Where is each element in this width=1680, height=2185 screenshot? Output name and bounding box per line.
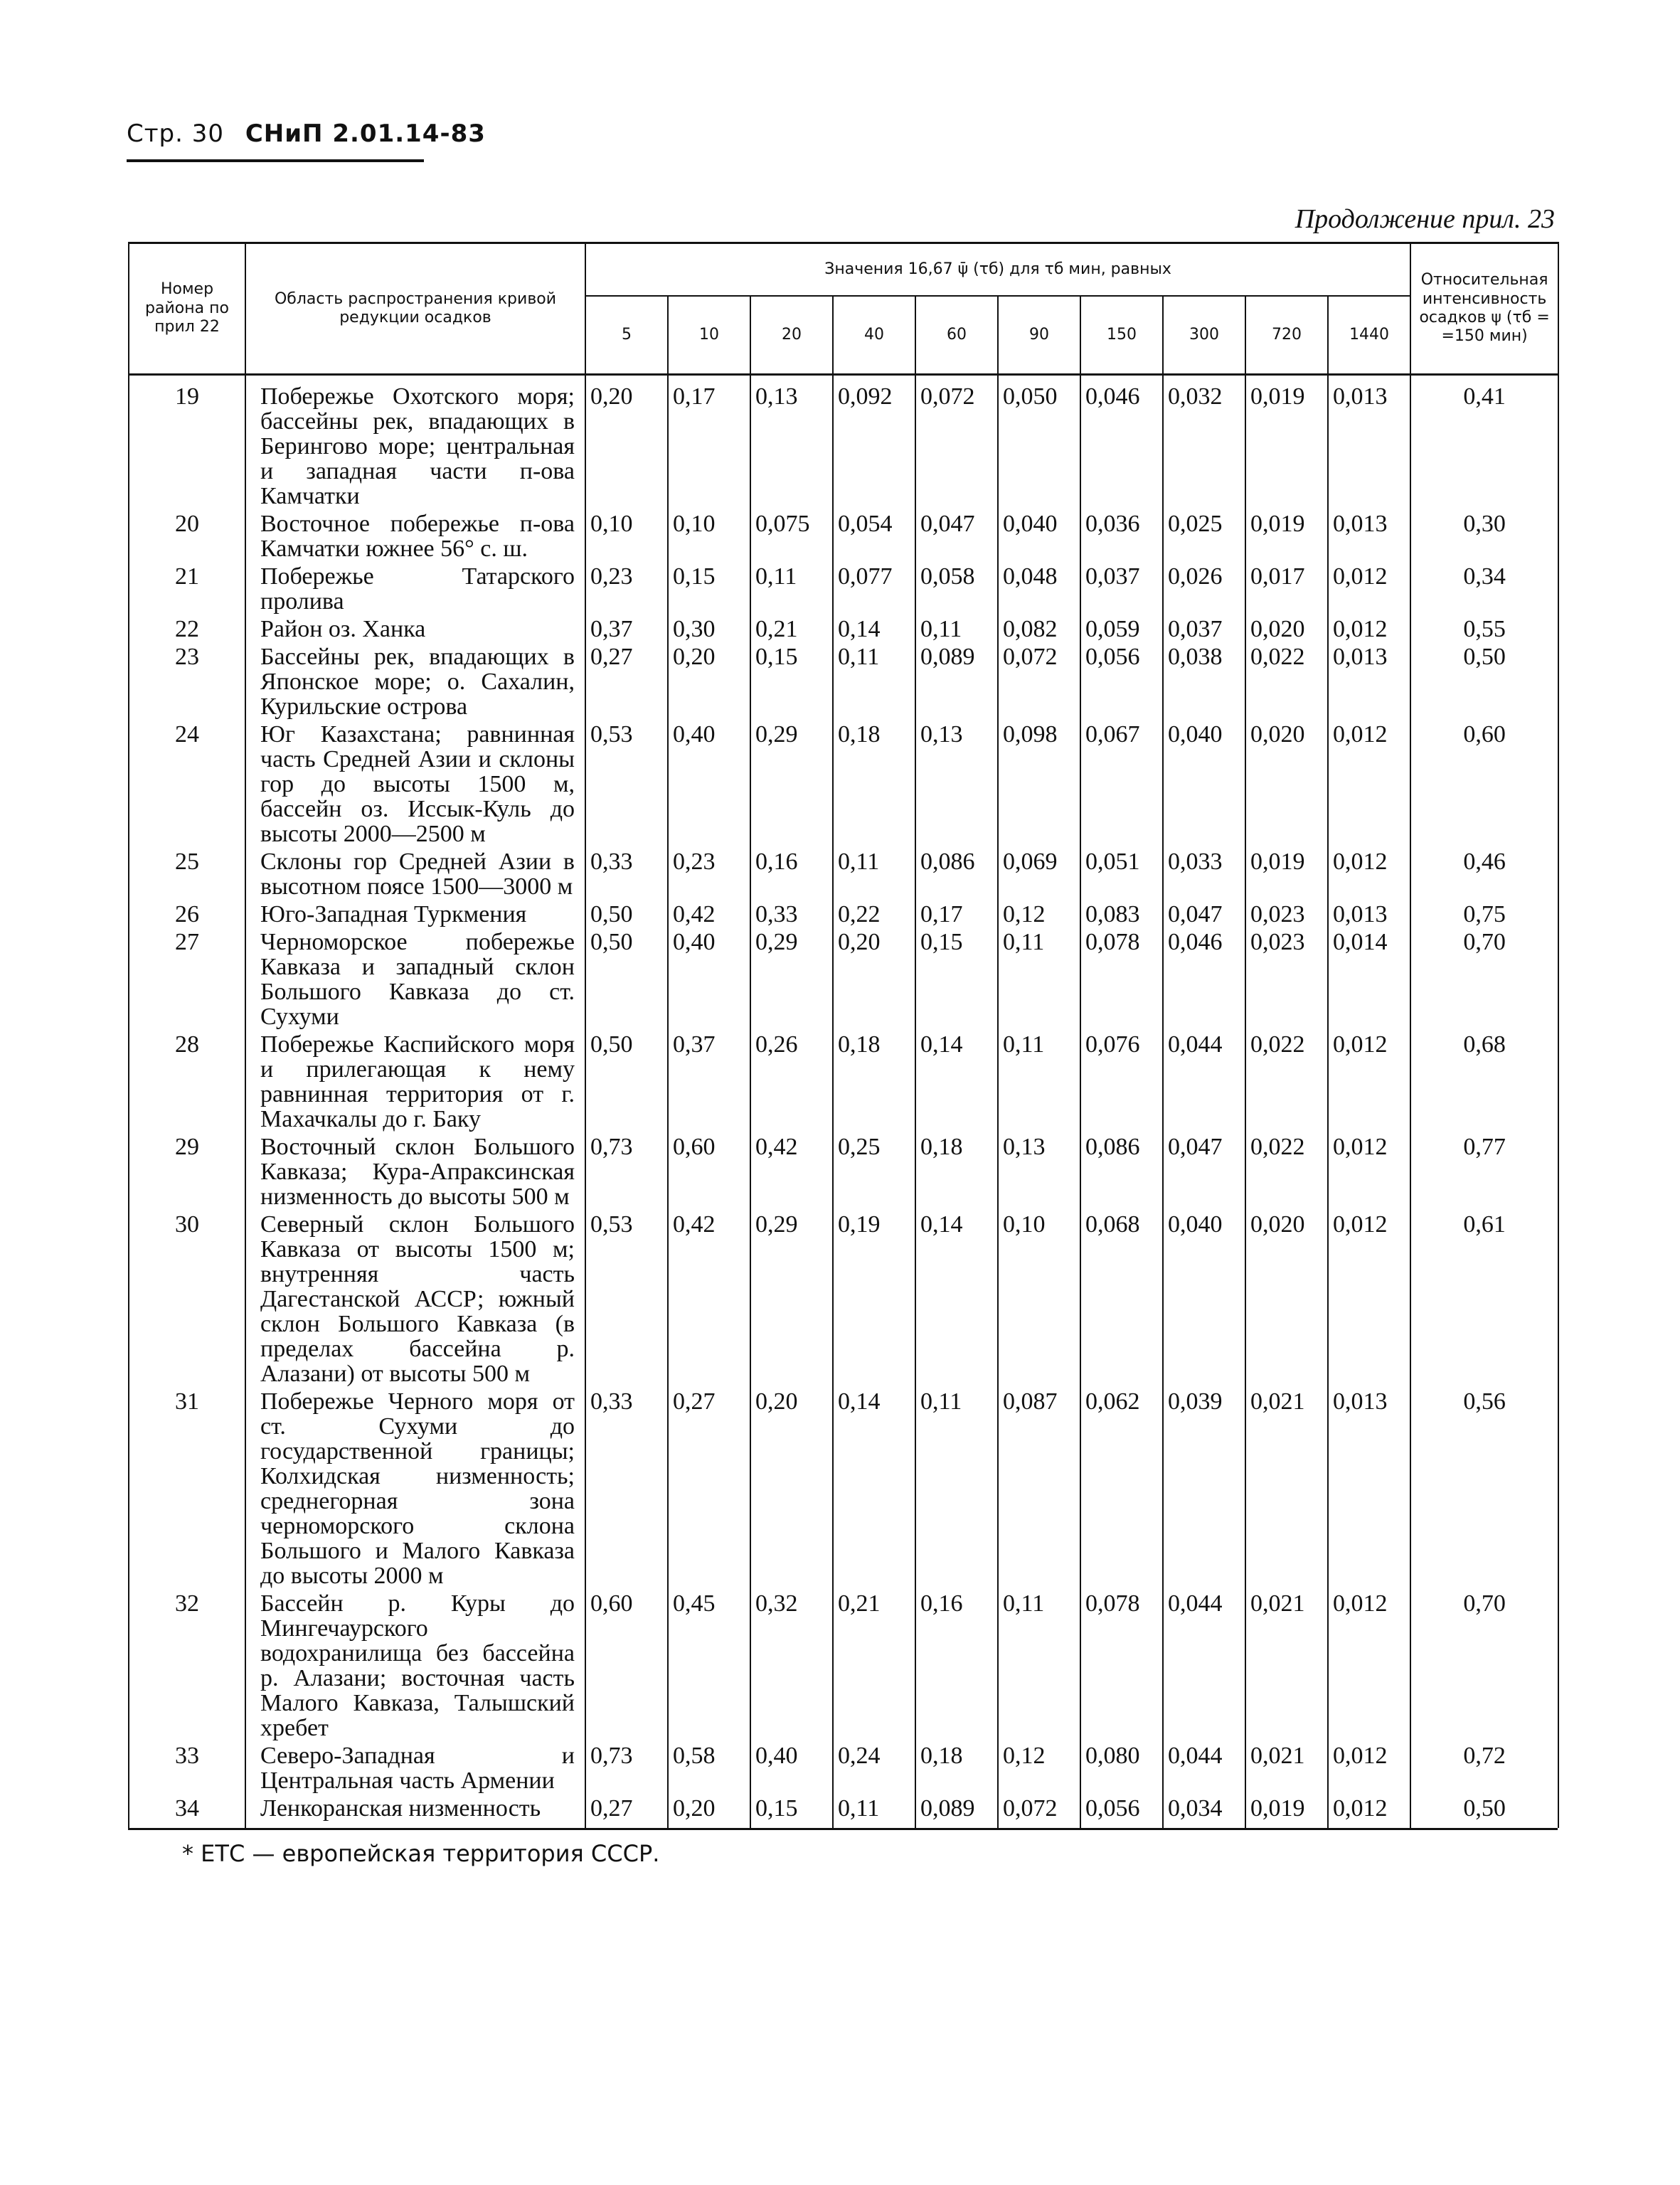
value-cell: 0,25: [833, 1132, 915, 1209]
value-cell: 0,023: [1245, 899, 1328, 927]
value-cell: 0,012: [1328, 1740, 1410, 1793]
col-header-duration: 150: [1080, 296, 1163, 375]
table-row: [129, 509, 1558, 561]
reduction-table-wrap: [128, 242, 1558, 1830]
value-cell: 0,15: [915, 927, 998, 1029]
value-cell: 0,023: [1245, 927, 1328, 1029]
table-row: [129, 1132, 1558, 1209]
value-cell: 0,20: [668, 642, 750, 719]
value-cell: 0,012: [1328, 846, 1410, 899]
value-cell: 0,42: [668, 1209, 750, 1386]
value-cell: 0,12: [998, 1740, 1080, 1793]
relative-intensity: 0,72: [1410, 1740, 1558, 1793]
value-cell: 0,054: [833, 509, 915, 561]
value-cell: 0,056: [1080, 642, 1163, 719]
value-cell: 0,021: [1245, 1386, 1328, 1588]
value-cell: 0,14: [833, 614, 915, 642]
value-cell: 0,10: [585, 509, 668, 561]
table-row: [129, 1386, 1558, 1588]
reduction-table: [128, 242, 1559, 1828]
region-number: 25: [129, 846, 245, 899]
value-cell: 0,058: [915, 561, 998, 614]
value-cell: 0,27: [585, 1793, 668, 1828]
value-cell: 0,086: [1080, 1132, 1163, 1209]
value-cell: 0,21: [750, 614, 833, 642]
region-number: 33: [129, 1740, 245, 1793]
table-row: [129, 642, 1558, 719]
value-cell: 0,23: [668, 846, 750, 899]
value-cell: 0,037: [1080, 561, 1163, 614]
region-number: 27: [129, 927, 245, 1029]
value-cell: 0,020: [1245, 719, 1328, 846]
value-cell: 0,11: [833, 1793, 915, 1828]
relative-intensity: 0,75: [1410, 899, 1558, 927]
value-cell: 0,45: [668, 1588, 750, 1740]
value-cell: 0,076: [1080, 1029, 1163, 1132]
table-row: [129, 1209, 1558, 1386]
value-cell: 0,048: [998, 561, 1080, 614]
region-area: Бассейны рек, впадающих в Японское море; о. Сахалин, Курильские острова: [245, 642, 585, 719]
table-row: [129, 1740, 1558, 1793]
value-cell: 0,12: [998, 899, 1080, 927]
table-row: [129, 899, 1558, 927]
value-cell: 0,10: [998, 1209, 1080, 1386]
value-cell: 0,14: [915, 1209, 998, 1386]
region-area: Восточное побережье п-ова Камчатки южнее 56° с. ш.: [245, 509, 585, 561]
region-number: 32: [129, 1588, 245, 1740]
value-cell: 0,013: [1328, 375, 1410, 509]
value-cell: 0,072: [915, 375, 998, 509]
value-cell: 0,11: [750, 561, 833, 614]
col-header-values-group: Значения 16,67 ψ̄ (τб) для τб мин, равных: [585, 243, 1410, 297]
region-area: Склоны гор Средней Азии в высотном поясе 1500—3000 м: [245, 846, 585, 899]
value-cell: 0,19: [833, 1209, 915, 1386]
region-number: 24: [129, 719, 245, 846]
col-header-duration: 10: [668, 296, 750, 375]
region-number: 28: [129, 1029, 245, 1132]
value-cell: 0,17: [915, 899, 998, 927]
value-cell: 0,23: [585, 561, 668, 614]
value-cell: 0,077: [833, 561, 915, 614]
col-header-duration: 40: [833, 296, 915, 375]
col-header-duration: 60: [915, 296, 998, 375]
value-cell: 0,14: [915, 1029, 998, 1132]
col-header-duration: 20: [750, 296, 833, 375]
value-cell: 0,60: [668, 1132, 750, 1209]
value-cell: 0,032: [1163, 375, 1245, 509]
value-cell: 0,17: [668, 375, 750, 509]
value-cell: 0,18: [833, 1029, 915, 1132]
col-header-duration: 90: [998, 296, 1080, 375]
value-cell: 0,046: [1080, 375, 1163, 509]
value-cell: 0,021: [1245, 1740, 1328, 1793]
value-cell: 0,58: [668, 1740, 750, 1793]
value-cell: 0,012: [1328, 1588, 1410, 1740]
table-row: [129, 614, 1558, 642]
table-body: [129, 375, 1558, 1829]
value-cell: 0,50: [585, 927, 668, 1029]
value-cell: 0,012: [1328, 719, 1410, 846]
value-cell: 0,034: [1163, 1793, 1245, 1828]
value-cell: 0,29: [750, 1209, 833, 1386]
value-cell: 0,11: [998, 927, 1080, 1029]
value-cell: 0,13: [998, 1132, 1080, 1209]
value-cell: 0,11: [915, 614, 998, 642]
value-cell: 0,087: [998, 1386, 1080, 1588]
value-cell: 0,020: [1245, 1209, 1328, 1386]
region-area: Побережье Охотского моря; бассейны рек, впадающих в Берингово море; центральная и западная части п-ова Камчатки: [245, 375, 585, 509]
region-area: Ленкоранская низменность: [245, 1793, 585, 1828]
value-cell: 0,022: [1245, 1132, 1328, 1209]
value-cell: 0,050: [998, 375, 1080, 509]
region-area: Побережье Каспийского моря и прилегающая к нему равнинная территория от г. Махачкалы до г. Баку: [245, 1029, 585, 1132]
value-cell: 0,020: [1245, 614, 1328, 642]
value-cell: 0,089: [915, 1793, 998, 1828]
value-cell: 0,42: [668, 899, 750, 927]
value-cell: 0,012: [1328, 1793, 1410, 1828]
value-cell: 0,013: [1328, 642, 1410, 719]
value-cell: 0,18: [833, 719, 915, 846]
value-cell: 0,16: [915, 1588, 998, 1740]
value-cell: 0,082: [998, 614, 1080, 642]
value-cell: 0,15: [668, 561, 750, 614]
value-cell: 0,60: [585, 1588, 668, 1740]
value-cell: 0,022: [1245, 1029, 1328, 1132]
value-cell: 0,044: [1163, 1588, 1245, 1740]
value-cell: 0,22: [833, 899, 915, 927]
table-row: [129, 1588, 1558, 1740]
continuation-label: Продолжение прил. 23: [1294, 204, 1555, 234]
table-row: [129, 719, 1558, 846]
value-cell: 0,29: [750, 719, 833, 846]
value-cell: 0,040: [1163, 719, 1245, 846]
table-row: [129, 1029, 1558, 1132]
value-cell: 0,056: [1080, 1793, 1163, 1828]
value-cell: 0,30: [668, 614, 750, 642]
relative-intensity: 0,68: [1410, 1029, 1558, 1132]
value-cell: 0,039: [1163, 1386, 1245, 1588]
value-cell: 0,50: [585, 1029, 668, 1132]
col-header-duration: 5: [585, 296, 668, 375]
relative-intensity: 0,30: [1410, 509, 1558, 561]
value-cell: 0,18: [915, 1132, 998, 1209]
value-cell: 0,14: [833, 1386, 915, 1588]
value-cell: 0,092: [833, 375, 915, 509]
value-cell: 0,012: [1328, 614, 1410, 642]
value-cell: 0,40: [750, 1740, 833, 1793]
page-number: Стр. 30: [127, 119, 225, 148]
value-cell: 0,27: [668, 1386, 750, 1588]
region-number: 29: [129, 1132, 245, 1209]
value-cell: 0,37: [668, 1029, 750, 1132]
value-cell: 0,072: [998, 642, 1080, 719]
document-code: СНиП 2.01.14-83: [245, 119, 486, 148]
region-area: Район оз. Ханка: [245, 614, 585, 642]
relative-intensity: 0,46: [1410, 846, 1558, 899]
value-cell: 0,062: [1080, 1386, 1163, 1588]
value-cell: 0,019: [1245, 846, 1328, 899]
value-cell: 0,33: [585, 846, 668, 899]
value-cell: 0,072: [998, 1793, 1080, 1828]
value-cell: 0,42: [750, 1132, 833, 1209]
value-cell: 0,047: [1163, 1132, 1245, 1209]
value-cell: 0,10: [668, 509, 750, 561]
value-cell: 0,37: [585, 614, 668, 642]
value-cell: 0,33: [750, 899, 833, 927]
region-area: Северный склон Большого Кавказа от высоты 1500 м; внутренняя часть Дагестанской АССР; южный склон Большого Кавказа (в пределах бассейна р. Алазани) от высоты 500 м: [245, 1209, 585, 1386]
header-rule: [127, 159, 424, 162]
value-cell: 0,11: [915, 1386, 998, 1588]
value-cell: 0,036: [1080, 509, 1163, 561]
table-bottom-rule: [128, 1828, 1558, 1830]
value-cell: 0,051: [1080, 846, 1163, 899]
value-cell: 0,29: [750, 927, 833, 1029]
value-cell: 0,16: [750, 846, 833, 899]
value-cell: 0,40: [668, 719, 750, 846]
value-cell: 0,20: [585, 375, 668, 509]
relative-intensity: 0,56: [1410, 1386, 1558, 1588]
value-cell: 0,012: [1328, 1132, 1410, 1209]
col-header-area: Область распространения кривой редукции осадков: [245, 243, 585, 375]
value-cell: 0,73: [585, 1740, 668, 1793]
table-row: [129, 927, 1558, 1029]
value-cell: 0,022: [1245, 642, 1328, 719]
table-row: [129, 846, 1558, 899]
value-cell: 0,15: [750, 642, 833, 719]
value-cell: 0,73: [585, 1132, 668, 1209]
value-cell: 0,083: [1080, 899, 1163, 927]
relative-intensity: 0,70: [1410, 1588, 1558, 1740]
region-area: Юг Казахстана; равнинная часть Средней Азии и склоны гор до высоты 1500 м, бассейн оз. Иссык-Куль до высоты 2000—2500 м: [245, 719, 585, 846]
value-cell: 0,078: [1080, 927, 1163, 1029]
region-area: Восточный склон Большого Кавказа; Кура-Апраксинская низменность до высоты 500 м: [245, 1132, 585, 1209]
col-header-duration: 720: [1245, 296, 1328, 375]
value-cell: 0,021: [1245, 1588, 1328, 1740]
value-cell: 0,068: [1080, 1209, 1163, 1386]
value-cell: 0,047: [915, 509, 998, 561]
value-cell: 0,33: [585, 1386, 668, 1588]
table-header: [129, 243, 1558, 375]
relative-intensity: 0,60: [1410, 719, 1558, 846]
region-number: 30: [129, 1209, 245, 1386]
region-area: Юго-Западная Туркмения: [245, 899, 585, 927]
value-cell: 0,11: [833, 642, 915, 719]
value-cell: 0,11: [998, 1588, 1080, 1740]
value-cell: 0,11: [833, 846, 915, 899]
relative-intensity: 0,50: [1410, 642, 1558, 719]
value-cell: 0,27: [585, 642, 668, 719]
value-cell: 0,012: [1328, 1209, 1410, 1386]
value-cell: 0,017: [1245, 561, 1328, 614]
relative-intensity: 0,50: [1410, 1793, 1558, 1828]
value-cell: 0,013: [1328, 509, 1410, 561]
value-cell: 0,013: [1328, 1386, 1410, 1588]
value-cell: 0,075: [750, 509, 833, 561]
page-header: [127, 119, 486, 148]
col-header-relative: Относительная интенсивность осадков ψ (τб = =150 мин): [1410, 243, 1558, 375]
relative-intensity: 0,77: [1410, 1132, 1558, 1209]
value-cell: 0,019: [1245, 1793, 1328, 1828]
region-number: 20: [129, 509, 245, 561]
region-area: Побережье Татарского пролива: [245, 561, 585, 614]
region-area: Черноморское побережье Кавказа и западный склон Большого Кавказа до ст. Сухуми: [245, 927, 585, 1029]
value-cell: 0,019: [1245, 375, 1328, 509]
value-cell: 0,53: [585, 1209, 668, 1386]
value-cell: 0,15: [750, 1793, 833, 1828]
region-number: 23: [129, 642, 245, 719]
value-cell: 0,012: [1328, 1029, 1410, 1132]
relative-intensity: 0,61: [1410, 1209, 1558, 1386]
relative-intensity: 0,70: [1410, 927, 1558, 1029]
value-cell: 0,20: [750, 1386, 833, 1588]
table-row: [129, 375, 1558, 509]
value-cell: 0,067: [1080, 719, 1163, 846]
value-cell: 0,13: [750, 375, 833, 509]
value-cell: 0,20: [833, 927, 915, 1029]
value-cell: 0,24: [833, 1740, 915, 1793]
value-cell: 0,037: [1163, 614, 1245, 642]
region-number: 31: [129, 1386, 245, 1588]
value-cell: 0,078: [1080, 1588, 1163, 1740]
value-cell: 0,11: [998, 1029, 1080, 1132]
value-cell: 0,025: [1163, 509, 1245, 561]
value-cell: 0,26: [750, 1029, 833, 1132]
value-cell: 0,20: [668, 1793, 750, 1828]
footnote: * ЕТС — европейская территория СССР.: [182, 1840, 660, 1867]
value-cell: 0,086: [915, 846, 998, 899]
value-cell: 0,40: [668, 927, 750, 1029]
value-cell: 0,044: [1163, 1740, 1245, 1793]
value-cell: 0,012: [1328, 561, 1410, 614]
relative-intensity: 0,41: [1410, 375, 1558, 509]
value-cell: 0,040: [998, 509, 1080, 561]
value-cell: 0,046: [1163, 927, 1245, 1029]
value-cell: 0,18: [915, 1740, 998, 1793]
value-cell: 0,53: [585, 719, 668, 846]
value-cell: 0,32: [750, 1588, 833, 1740]
region-number: 19: [129, 375, 245, 509]
value-cell: 0,044: [1163, 1029, 1245, 1132]
col-header-duration: 300: [1163, 296, 1245, 375]
value-cell: 0,019: [1245, 509, 1328, 561]
value-cell: 0,040: [1163, 1209, 1245, 1386]
table-row: [129, 561, 1558, 614]
value-cell: 0,069: [998, 846, 1080, 899]
value-cell: 0,13: [915, 719, 998, 846]
region-number: 21: [129, 561, 245, 614]
region-number: 22: [129, 614, 245, 642]
region-number: 26: [129, 899, 245, 927]
col-header-number: Номер района по прил 22: [129, 243, 245, 375]
relative-intensity: 0,55: [1410, 614, 1558, 642]
region-area: Северо-Западная и Центральная часть Армении: [245, 1740, 585, 1793]
relative-intensity: 0,34: [1410, 561, 1558, 614]
region-area: Побережье Черного моря от ст. Сухуми до государственной границы; Колхидская низменность; среднегорная зона черноморского склона Большого и Малого Кавказа до высоты 2000 м: [245, 1386, 585, 1588]
value-cell: 0,047: [1163, 899, 1245, 927]
value-cell: 0,21: [833, 1588, 915, 1740]
value-cell: 0,026: [1163, 561, 1245, 614]
value-cell: 0,080: [1080, 1740, 1163, 1793]
col-header-duration: 1440: [1328, 296, 1410, 375]
value-cell: 0,059: [1080, 614, 1163, 642]
value-cell: 0,50: [585, 899, 668, 927]
table-row: [129, 1793, 1558, 1828]
value-cell: 0,038: [1163, 642, 1245, 719]
value-cell: 0,089: [915, 642, 998, 719]
value-cell: 0,098: [998, 719, 1080, 846]
value-cell: 0,013: [1328, 899, 1410, 927]
region-number: 34: [129, 1793, 245, 1828]
value-cell: 0,033: [1163, 846, 1245, 899]
value-cell: 0,014: [1328, 927, 1410, 1029]
region-area: Бассейн р. Куры до Мингечаурского водохранилища без бассейна р. Алазани; восточная часть Малого Кавказа, Талышский хребет: [245, 1588, 585, 1740]
